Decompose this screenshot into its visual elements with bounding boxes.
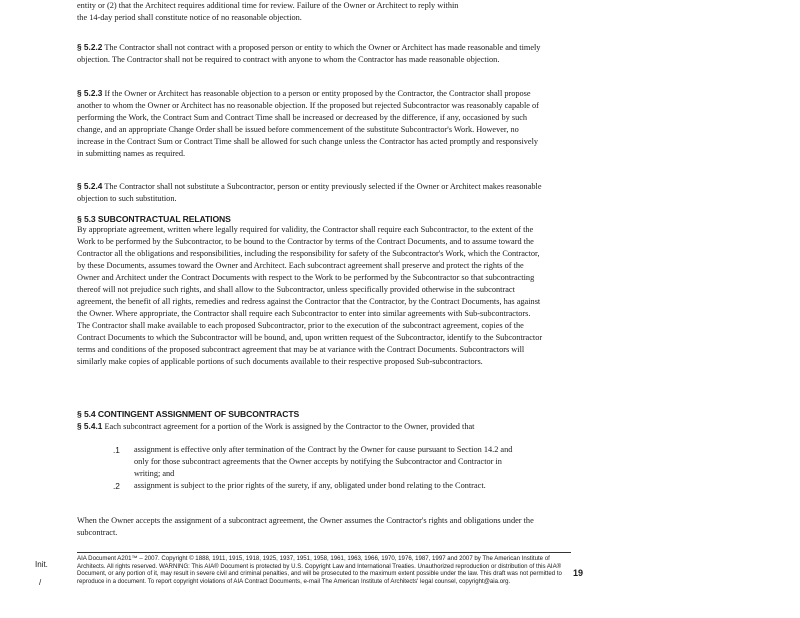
initials-slash: / <box>39 578 42 587</box>
section-number: § 5.2.2 <box>77 42 103 52</box>
initials-label: Init. <box>35 560 48 569</box>
section-5-3-heading: § 5.3 SUBCONTRACTUAL RELATIONS <box>77 214 231 224</box>
section-number: § 5.2.4 <box>77 181 103 191</box>
section-number: § 5.2.3 <box>77 88 103 98</box>
section-5-4-heading: § 5.4 CONTINGENT ASSIGNMENT OF SUBCONTRACTS <box>77 409 300 419</box>
top-fragment-line-2: the 14-day period shall constitute notice of no reasonable objection. <box>77 13 302 22</box>
copyright-footer: AIA Document A201™ – 2007. Copyright © 1888, 1911, 1915, 1918, 1925, 1937, 1951, 1958, 1961, 1963, 1966, 1970, 1976, 1987, 1997 and 2007 by The American Institute of Architects. All rights reserved. WARNING: This AIA® Document is protected by U.S. Copyright Law and International Treaties. Unauthorized reproduction or distribution of this AIA® Document, or any portion of it, may result in severe civil and criminal penalties, and will be prosecuted to the maximum extent possible under the law. This draft was not permitted to reproduce in a document. To report copyright violations of AIA Contract Documents, e-mail The American Institute of Architects' legal counsel, copyright@aia.org. <box>77 555 562 585</box>
top-fragment-line-1: entity or (2) that the Architect requires additional time for review. Failure of the Owner or Architect to reply within <box>77 1 459 10</box>
section-5-2-2 <box>77 41 545 66</box>
section-number: § 5.4.1 <box>77 421 103 431</box>
list-item-number: .2 <box>113 481 120 491</box>
section-text: If the Owner or Architect has reasonable objection to a person or entity proposed by the Contractor, the Contractor shall propose another to whom the Owner or Architect has no reasonable objection. If the proposed but rejected Subcontractor was reasonably capable of performing the Work, the Contract Sum and Contract Time shall be increased or decreased by the difference, if any, occasioned by such change, and an appropriate Change Order shall be issued before commencement of the substitute Subcontractor's Work. However, no increase in the Contract Sum or Contract Time shall be allowed for such change unless the Contractor has acted promptly and responsively in submitting names as required. <box>77 89 539 158</box>
footer-divider <box>77 552 571 553</box>
list-item-number: .1 <box>113 445 120 455</box>
section-5-2-4 <box>77 180 545 205</box>
page-number: 19 <box>573 568 584 578</box>
section-5-4-closing: When the Owner accepts the assignment of a subcontract agreement, the Owner assumes the Contractor's rights and obligations under the subcontract. <box>77 516 534 537</box>
section-5-3-text: By appropriate agreement, written where legally required for validity, the Contractor shall require each Subcontractor, to the extent of the Work to be performed by the Subcontractor, to be bound to the Contractor by terms of the Contract Documents, and to assume toward the Contractor all the obligations and responsibilities, including the responsibility for safety of the Subcontractor's Work, which the Contractor, by these Documents, assumes toward the Owner and Architect. Each subcontract agreement shall preserve and protect the rights of the Owner and Architect under the Contract Documents with respect to the Work to be performed by the Subcontractor so that subcontracting thereof will not prejudice such rights, and shall allow to the Subcontractor, unless specifically provided otherwise in the subcontract agreement, the benefit of all rights, remedies and redress against the Contractor that the Contractor, by the Contract Documents, has against the Owner. Where appropriate, the Contractor shall require each Subcontractor to enter into similar agreements with Sub-subcontractors. The Contractor shall make available to each proposed Subcontractor, prior to the execution of the subcontract agreement, copies of the Contract Documents to which the Subcontractor will be bound, and, upon written request of the Subcontractor, identify to the Subcontractor terms and conditions of the proposed subcontract agreement that may be at variance with the Contract Documents. Subcontractors will similarly make copies of applicable portions of such documents available to their respective proposed Sub-subcontractors. <box>77 225 543 366</box>
list-item-text: assignment is subject to the prior rights of the surety, if any, obligated under bond relating to the Contract. <box>134 481 486 490</box>
section-5-4-1 <box>77 420 545 433</box>
section-5-2-3 <box>77 87 545 160</box>
section-text: Each subcontract agreement for a portion of the Work is assigned by the Contractor to the Owner, provided that <box>104 422 475 431</box>
list-item-text: assignment is effective only after termination of the Contract by the Owner for cause pursuant to Section 14.2 and only for those subcontract agreements that the Owner accepts by notifying the Subcontractor and Contractor in writing; and <box>134 445 513 478</box>
section-text: The Contractor shall not substitute a Subcontractor, person or entity previously selected if the Owner or Architect makes reasonable objection to such substitution. <box>77 182 542 203</box>
section-text: The Contractor shall not contract with a proposed person or entity to which the Owner or Architect has made reasonable and timely objection. The Contractor shall not be required to contract with anyone to whom the Contractor has made reasonable objection. <box>77 43 541 64</box>
